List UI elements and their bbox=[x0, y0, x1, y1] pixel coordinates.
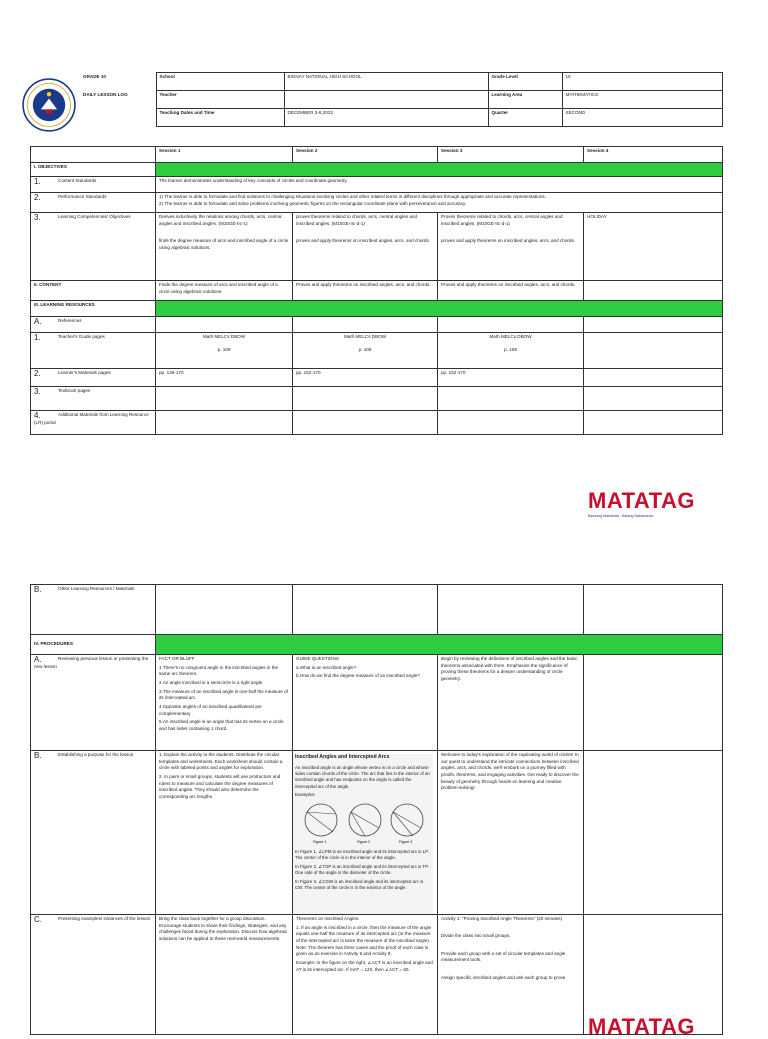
fact-bluff-title: FACT OR BLUFF bbox=[159, 656, 195, 661]
matatag-tagline: Bansang Makabata · Batang Makabansa bbox=[588, 514, 654, 518]
school-value: BIGNAY NATIONAL HIGH SCHOOL bbox=[287, 74, 362, 79]
guide-questions-title: GUIDE QUESTIONS bbox=[296, 656, 339, 661]
tg-s1-page: p. 109 bbox=[217, 346, 231, 352]
item-number: 3. bbox=[34, 387, 41, 396]
resources-heading: III. LEARNING RESOURCES bbox=[34, 302, 95, 307]
purpose-s3: Welcome to today's exploration of the captivating world of circles! In our quest to understand the intricate connections between inscribed angles, arcs, and chords, we'll embark on a journey filled with proofs, theorems, and engaging activities. Get ready to discover the beauty of geometry through hands-on learning and creative problem-solving! bbox=[441, 752, 579, 791]
competency-s2-a: proves theorems related to chords, arcs, central angles and inscribed angles. (M10GE-IIc-d-1) bbox=[296, 214, 418, 226]
tg-s3-page: p. 108 bbox=[504, 346, 517, 352]
lm-s2: pp. 152-170 bbox=[296, 370, 321, 375]
figure-3-caption: Figure 3 bbox=[399, 840, 413, 845]
inscribed-angles-scan-image bbox=[293, 754, 433, 914]
scan-note-2: In Figure 2, ∠TOP is an inscribed angle and its intercepted arc is TP. One side of the angle is the diameter of the circle. bbox=[295, 863, 429, 876]
scan-title: Inscribed Angles and Intercepted Arcs bbox=[295, 754, 390, 760]
competency-s2-b: proves and apply theorems on inscribed angles, arcs, and chords. bbox=[296, 237, 431, 243]
header-table bbox=[80, 72, 723, 127]
purpose-label: Establishing a purpose for the lesson bbox=[58, 752, 134, 757]
activity-step: Provide each group with a set of circular templates and angle measurement tools. bbox=[441, 950, 566, 963]
quarter-label: Quarter bbox=[491, 110, 509, 115]
competencies-label: Learning Competencies/ Objectives bbox=[58, 214, 131, 219]
activity-step: Assign specific inscribed angles and ask each group to prove bbox=[441, 974, 566, 980]
matatag-logo bbox=[588, 488, 695, 519]
scan-definition: An inscribed angle is an angle whose vertex is on a circle and whose sides contain chords of the circle. The arc that lies in the interior of an inscribed angle and has endpoints on the angle is called the intercepted arc of the angle. bbox=[295, 764, 430, 789]
purpose-s1-step1: 1. Explain the activity to the students. Distribute the circular templates and worksheets. Each worksheet should contain a circle with labeled points and angles for exploration. bbox=[159, 752, 283, 771]
references-label: References bbox=[58, 318, 82, 323]
scan-note-1: In Figure 1, ∠LPM is an inscribed angle and its intercepted arc is LP. The center of the circle is in the interior of the angle. bbox=[295, 849, 429, 861]
item-number: C. bbox=[34, 915, 42, 924]
content-standards-label: Content Standards bbox=[58, 178, 97, 183]
content-standards-text: The learner demonstrates understanding of key concepts of circles and coordinate geometry. bbox=[159, 178, 348, 183]
theorems-title: Theorems on Inscribed Angles. bbox=[296, 916, 360, 921]
dll-table-page2 bbox=[30, 584, 723, 1035]
activity-title: Activity 1: "Proving Inscribed Angle Theorems" (20 minutes) bbox=[441, 916, 563, 921]
competency-s1-a: Derives inductively the relations among chords, arcs, central angles and inscribed angles. (M10GE-IIc-1) bbox=[159, 214, 282, 226]
purpose-s1-step2: 2. In pairs or small groups, students will use protractors and rulers to measure and calculate the degree measures of inscribed angles. They should also determine the corresponding arc lengths. bbox=[159, 773, 281, 799]
fact-bluff-item: 2.An angle inscribed in a semicircle is a right angle. bbox=[159, 679, 264, 685]
examples-label: Presenting examples/ instances of the lesson bbox=[58, 916, 151, 921]
competency-s1-b: finds the degree measure of arcs and inscribed angle of a circle using algebraic solutions. bbox=[159, 237, 289, 250]
textbook-label: Textbook pages bbox=[58, 388, 91, 393]
fact-bluff-item: 4.Opposite angles of an inscribed quadrilateral are complementary. bbox=[159, 703, 262, 716]
learning-area-label: Learning Area bbox=[491, 92, 523, 97]
item-number: 3. bbox=[34, 213, 41, 222]
guide-question: b.How do we find the degree measure of an inscribed angle? bbox=[296, 673, 420, 679]
competency-s3-a: Proves theorems related to chords, arcs, central angles and inscribed angles. (M10GE-IIc-d-1) bbox=[441, 214, 563, 226]
scan-examples-label: Examples: bbox=[295, 792, 316, 798]
item-number: A. bbox=[34, 655, 42, 664]
scan-note-3: In Figure 3, ∠CGW is an inscribed angle and its intercepted arc is CW. The center of the circle is in the exterior of the angle. bbox=[295, 878, 424, 890]
competency-s4: HOLIDAY bbox=[587, 214, 607, 219]
objectives-green-bar bbox=[156, 163, 723, 177]
fact-bluff-item: 1.There's no congruent angle in the inscribed angles in the same arc theorem. bbox=[159, 664, 279, 677]
session-3-header: Session 3 bbox=[441, 148, 463, 153]
item-number: B. bbox=[34, 585, 42, 594]
dates-value: DECEMBER 3-6,2023 bbox=[287, 110, 333, 115]
figure-2-caption: Figure 2 bbox=[357, 840, 371, 845]
learners-materials-label: Learner's Materials pages bbox=[58, 370, 111, 375]
lm-s3: pp. 152-170 bbox=[441, 370, 466, 375]
performance-standards-label: Performance Standards bbox=[58, 194, 107, 199]
teachers-guide-label: Teacher's Guide pages bbox=[58, 334, 105, 339]
review-s3: Begin by reviewing the definitions of inscribed angles and the basic theorems associated with them. Emphasize the significance of proving these theorems for a deeper understanding of circle geometry. bbox=[441, 656, 578, 681]
grade-label: GRADE 10 bbox=[83, 73, 106, 79]
lr-portal-label: Additional Materials from Learning Resource (LR) portal bbox=[34, 412, 149, 425]
session-1-header: Session 1 bbox=[159, 148, 181, 153]
item-number: 2. bbox=[34, 193, 41, 202]
circle-figures-diagram bbox=[293, 800, 433, 844]
figure-1-caption: Figure 1 bbox=[313, 840, 327, 845]
performance-standards-text-1: 1) The learner is able to formulate and find solutions to challenging situations involving circles and other related terms in different disciplines through appropriate and accurate representations. bbox=[159, 194, 546, 199]
guide-question: a.What is an inscribed angle? bbox=[296, 664, 357, 670]
performance-standards-text-2: 2) The learner is able to formulate and solve problems involving geometric figures on the rectangular coordinate plane with perseverance and accuracy. bbox=[159, 200, 467, 206]
item-number: 2. bbox=[34, 369, 41, 378]
fact-bluff-item: 5.An inscribed angle is an angle that has its vertex on a circle and has sides containing 1 chord. bbox=[159, 719, 284, 731]
tg-s2-page: p. 108 bbox=[358, 346, 372, 352]
tg-s1: Math MELCs DBOW bbox=[202, 334, 246, 339]
item-number: 1. bbox=[34, 177, 41, 186]
dll-label: DAILY LESSON LOG bbox=[83, 91, 128, 97]
item-number: B. bbox=[34, 751, 42, 760]
fact-bluff-item: 3.The measure of an inscribed angle is one-half the measure of its intercepted arc. bbox=[159, 688, 288, 701]
session-4-header: Session 4 bbox=[587, 148, 609, 153]
review-label: Reviewing previous lesson or presenting the new lesson bbox=[34, 656, 149, 669]
quarter-value: SECOND bbox=[565, 110, 586, 115]
grade-level-value: 10 bbox=[565, 74, 571, 79]
grade-level-label: Grade Level bbox=[491, 74, 518, 79]
item-number: 1. bbox=[34, 333, 41, 342]
tg-s2: Math MELCs DBOW bbox=[343, 334, 387, 339]
procedures-green-bar bbox=[156, 635, 723, 655]
teacher-label: Teacher bbox=[159, 92, 177, 97]
procedures-heading: IV. PROCEDURES bbox=[34, 641, 73, 647]
content-s2: Proves and apply theorems on inscribed angles, arcs, and chords. bbox=[296, 282, 431, 287]
lm-s1: pp. 128-170 bbox=[159, 370, 184, 375]
deped-seal-logo bbox=[22, 78, 76, 132]
content-heading: II. CONTENT bbox=[34, 282, 62, 287]
dates-label: Teaching Dates and Time bbox=[159, 110, 215, 115]
session-2-header: Session 2 bbox=[296, 148, 318, 153]
learning-area-value: MATHEMATICS bbox=[565, 92, 599, 97]
tg-s3: Math MELCs DBOW bbox=[489, 334, 532, 339]
content-s1: Finds the degree measure of arcs and inscribed angle of a circle using algebraic solutions. bbox=[159, 282, 278, 294]
item-number: 4. bbox=[34, 411, 41, 420]
matatag-wordmark-bottom: MATATAG bbox=[588, 1014, 695, 1039]
theorem-example: Example: In the figure on the right, ∠ACT is an inscribed angle and AT is its intercepted arc. If mAT = 120, then ∠ACT = 60. bbox=[296, 959, 433, 972]
content-s3: Proves and apply theorems on inscribed angles, arcs, and chords. bbox=[441, 282, 576, 287]
examples-s1: Bring the class back together for a group discussion. Encourage students to share their findings, strategies, and any challenges faced during the exploration. Discuss how algebraic solutions can be applied to these real-world measurements. bbox=[159, 916, 288, 941]
objectives-heading: I. OBJECTIVES bbox=[34, 164, 67, 169]
dll-table-page1 bbox=[30, 146, 723, 435]
resources-green-bar bbox=[156, 301, 723, 317]
item-number: A. bbox=[34, 317, 42, 326]
theorem-1: 1. If an angle is inscribed in a circle, then the measure of the angle equals one-half the measure of its intercepted arc (or the measure of the intercepted arc is twice the measure of the inscribed angle). Note: The theorem has three cases and the proof of each case is given as an exercise in Activity 6 and Activity 8. bbox=[296, 924, 432, 957]
other-resources-label: Other Learning Resources / Materials bbox=[58, 586, 135, 591]
activity-step: Divide the class into small groups. bbox=[441, 933, 511, 939]
school-label: School bbox=[159, 74, 175, 79]
matatag-wordmark: MATATAG bbox=[588, 488, 695, 513]
competency-s3-b: proves and apply theorems on inscribed angles, arcs, and chords. bbox=[441, 237, 576, 243]
